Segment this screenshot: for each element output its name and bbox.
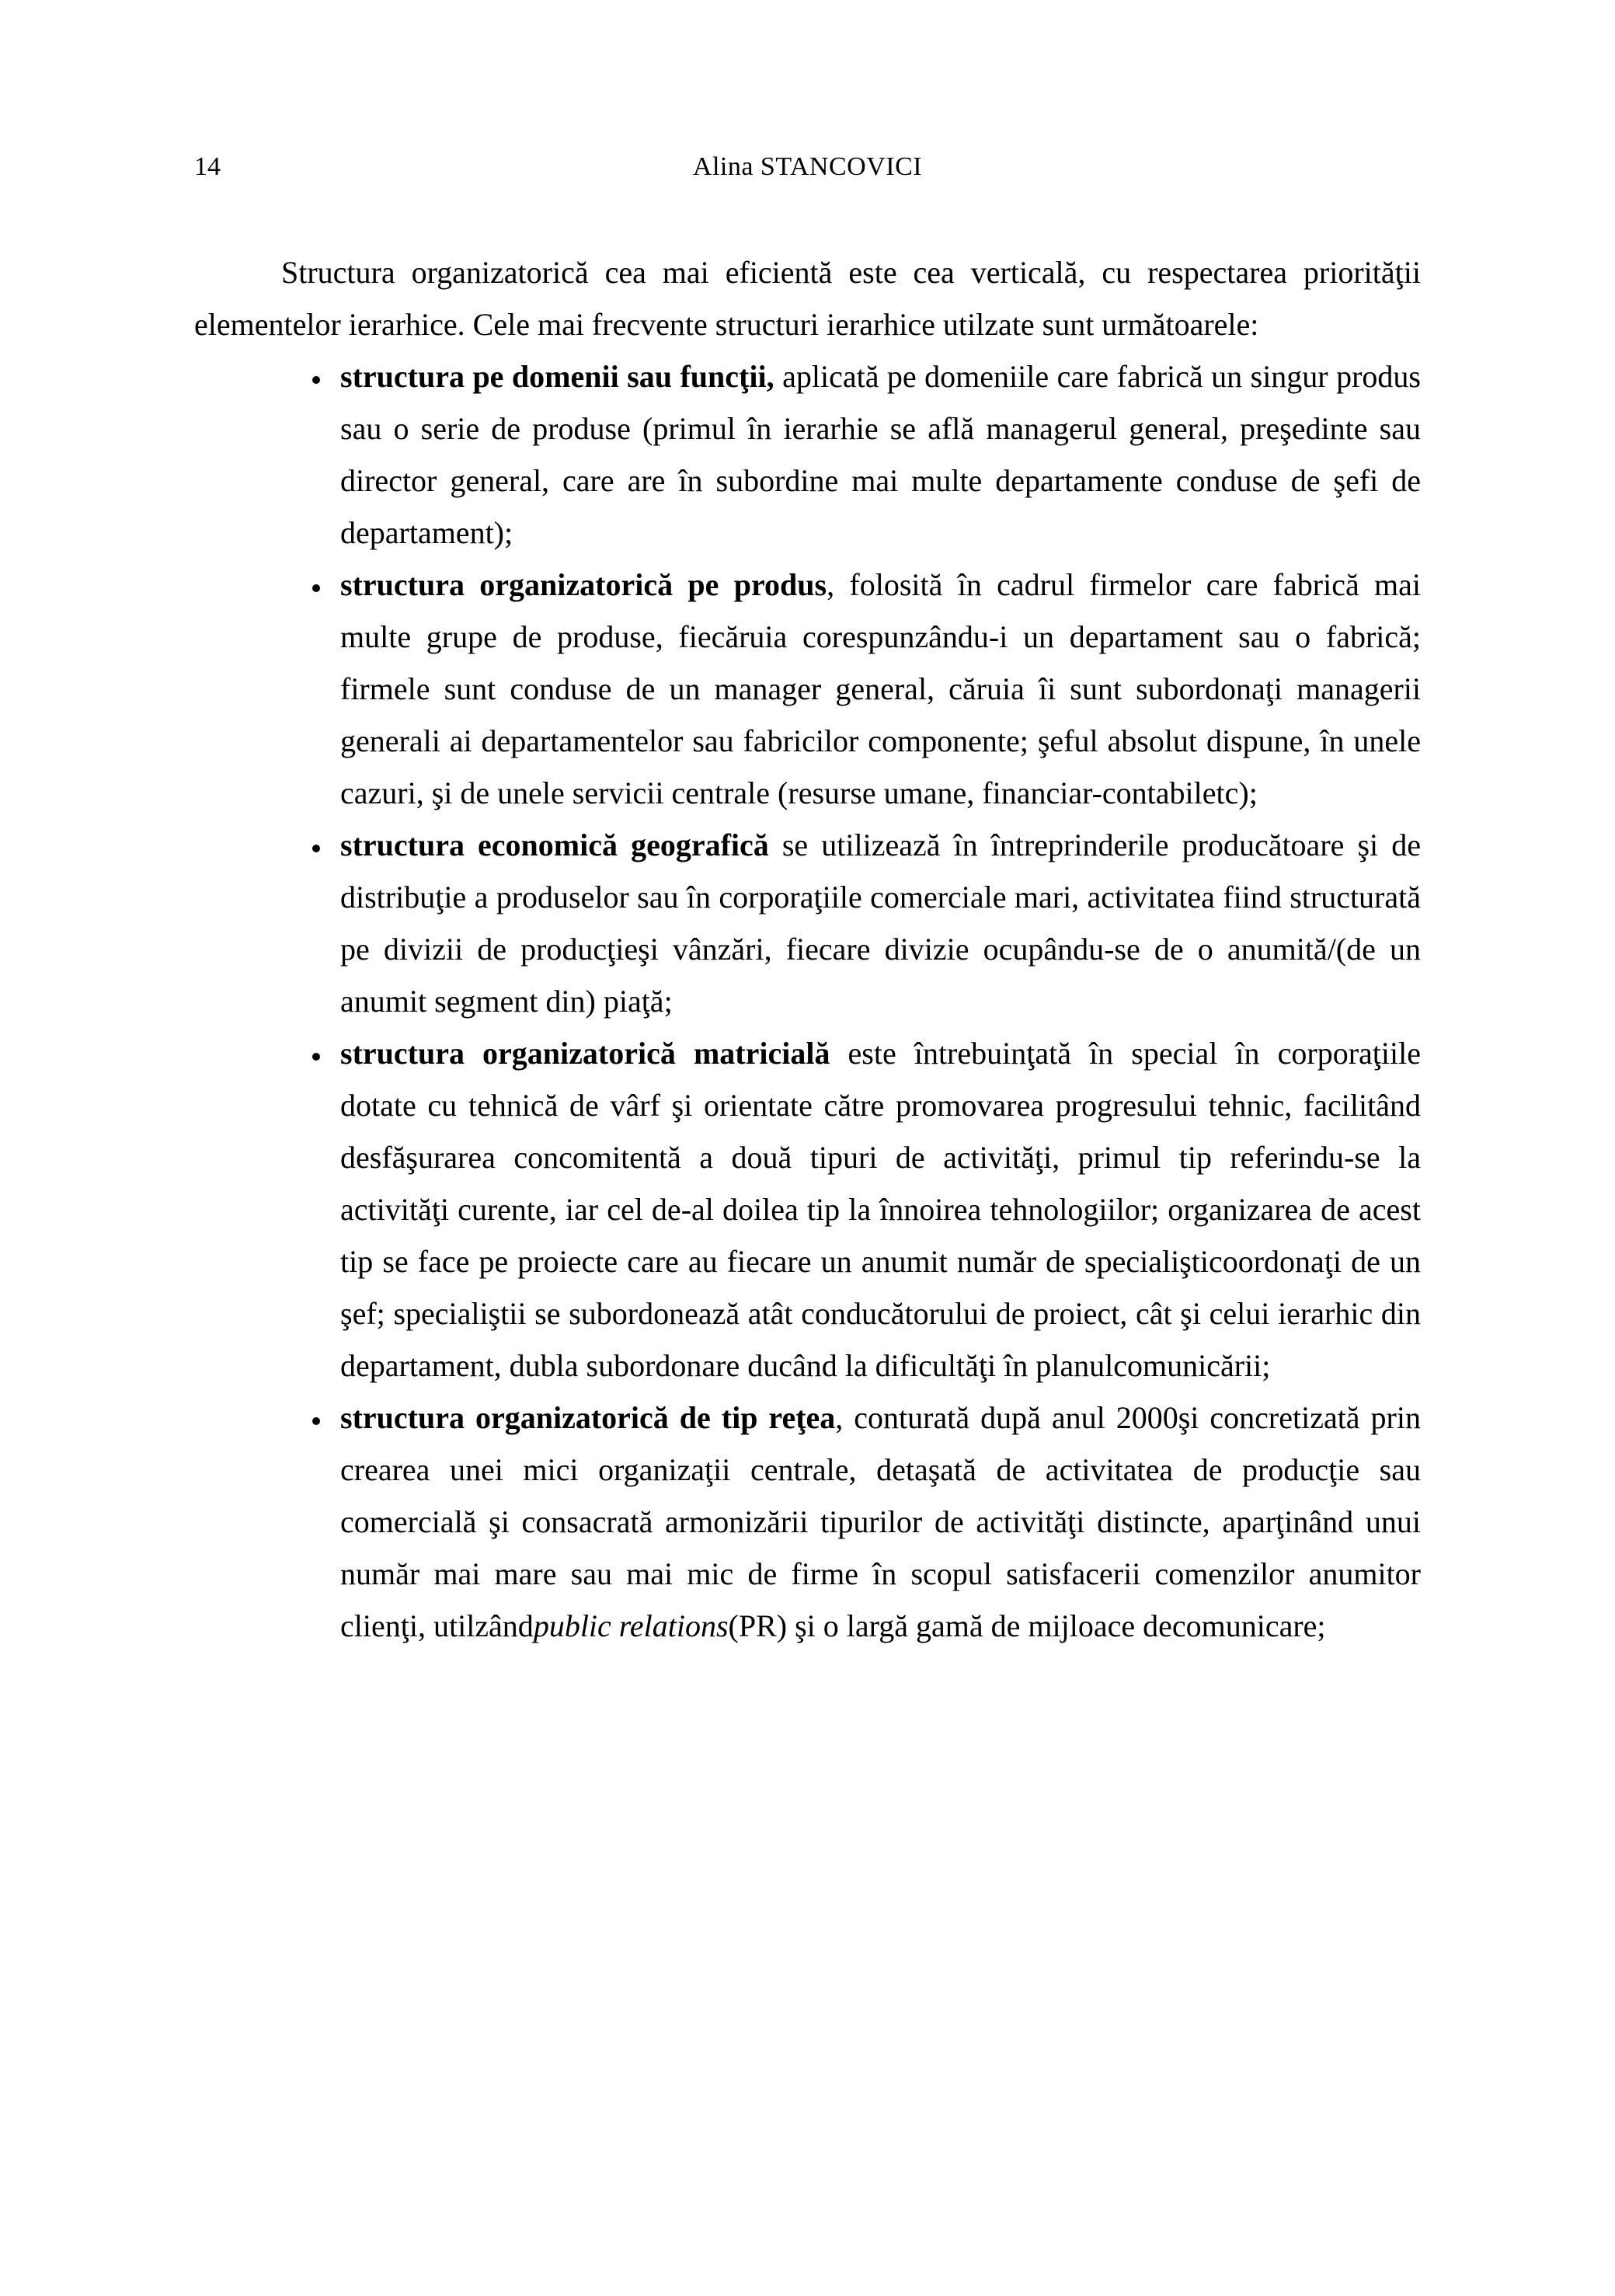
running-header-title: Alina STANCOVICI bbox=[692, 152, 923, 181]
list-item bbox=[332, 1392, 1421, 1652]
list-item bbox=[332, 1027, 1421, 1392]
list-item bbox=[332, 559, 1421, 819]
running-header bbox=[194, 152, 1421, 198]
list-item-lead: structura pe domenii sau funcţii, bbox=[340, 359, 774, 394]
page-number: 14 bbox=[194, 152, 221, 181]
list-item-tail: (PR) şi o largă gamă de mijloace decomunicare; bbox=[728, 1608, 1326, 1643]
list-item-text: , folosită în cadrul firmelor care fabrică mai multe grupe de produse, fiecăruia corespunzându-i un departament sau o fabrică; firmele sunt conduse de un manager general, căruia îi sunt subordonaţi managerii generali ai departamentelor sau fabricilor componente; şeful absolut dispune, în unele cazuri, şi de unele servicii centrale (resurse umane, financiar-contabiletc); bbox=[340, 567, 1421, 810]
intro-paragraph: Structura organizatorică cea mai eficientă este cea verticală, cu respectarea priorităţii elementelor ierarhice. Cele mai frecvente structuri ierarhice utilzate sunt următoarele: bbox=[194, 255, 1421, 342]
list-item-italic-term: public relations bbox=[533, 1608, 729, 1643]
list-item bbox=[332, 819, 1421, 1027]
list-item-text: este întrebuinţată în special în corporaţiile dotate cu tehnică de vârf şi orientate către promovarea progresului tehnic, facilitând desfăşurarea concomitentă a două tipuri de activităţi, primul tip referindu-se la activităţi curente, iar cel de-al doilea tip la înnoirea tehnologiilor; organizarea de acest tip se face pe proiecte care au fiecare un anumit număr de specialişticoordonaţi de un şef; specialiştii se subordonează atât conducătorului de proiect, cât şi celui ierarhic din departament, dubla subordonare ducând la dificultăţi în planulcomunicării; bbox=[340, 1036, 1421, 1383]
structure-types-list bbox=[194, 350, 1421, 1652]
list-item-text: , conturată după anul 2000şi concretizată prin crearea unei mici organizaţii centrale, detaşată de activitatea de producţie sau comercială şi consacrată armonizării tipurilor de activităţi distincte, aparţinând unui număr mai mare sau mai mic de firme în scopul satisfacerii comenzilor anumitor clienţi, utilzând bbox=[340, 1400, 1421, 1643]
list-item-lead: structura economică geografică bbox=[340, 827, 769, 862]
list-item-lead: structura organizatorică de tip reţea bbox=[340, 1400, 836, 1435]
list-item-text: se utilizează în întreprinderile producătoare şi de distribuţie a produselor sau în corporaţiile comerciale mari, activitatea fiind structurată pe divizii de producţieşi vânzări, fiecare divizie ocupându-se de o anumită/(de un anumit segment din) piaţă; bbox=[340, 827, 1421, 1019]
list-item-text: aplicată pe domeniile care fabrică un singur produs sau o serie de produse (primul în ierarhie se află managerul general, preşedinte sau director general, care are în subordine mai multe departamente conduse de şefi de departament); bbox=[340, 359, 1421, 550]
list-item-lead: structura organizatorică matricială bbox=[340, 1036, 830, 1071]
list-item-lead: structura organizatorică pe produs bbox=[340, 567, 827, 602]
list-item bbox=[332, 350, 1421, 559]
